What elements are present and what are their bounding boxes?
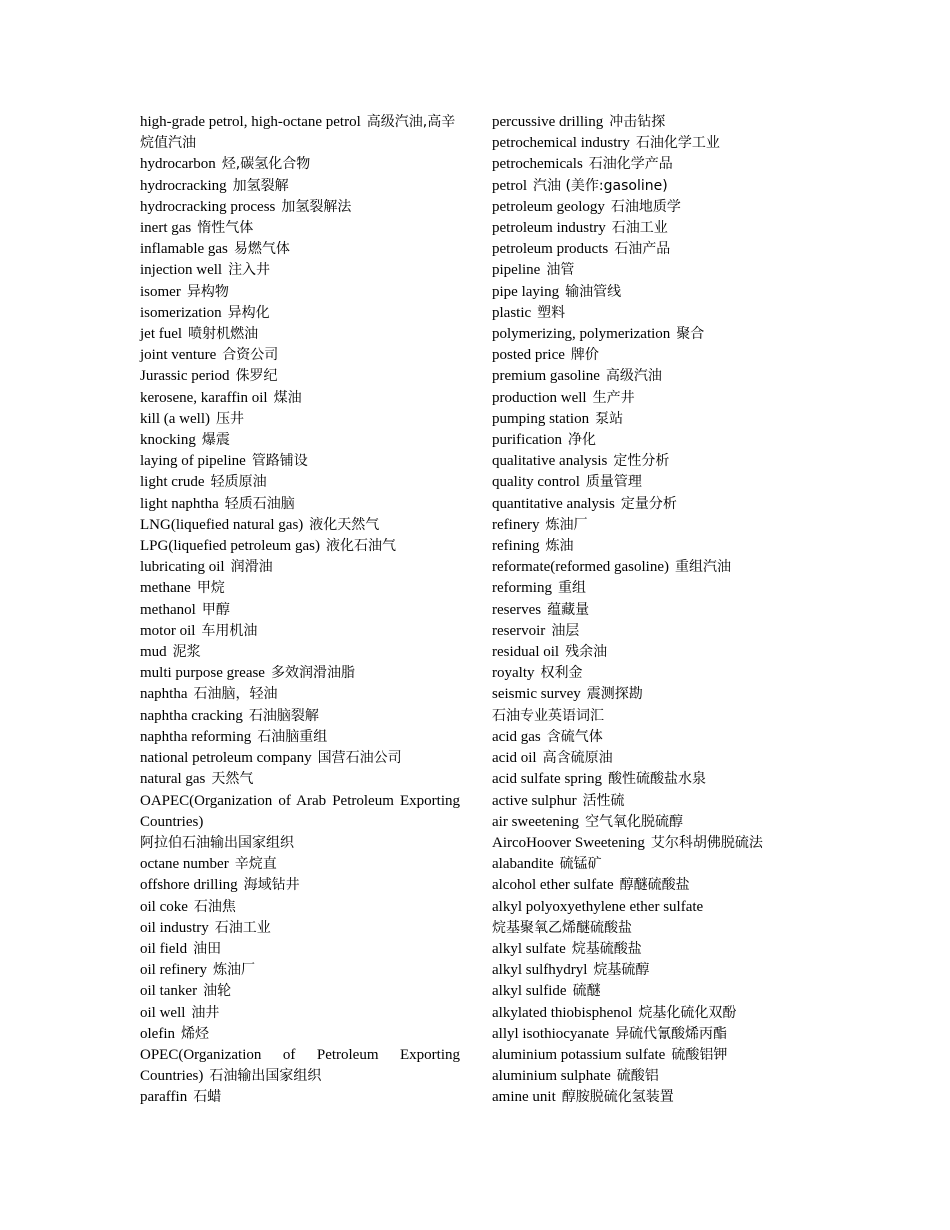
term-chinese: 烷基硫醇 (593, 962, 650, 979)
term-chinese: 异硫代氰酸烯丙酯 (615, 1025, 728, 1042)
term-english: petroleum products (492, 241, 609, 258)
glossary-entry (492, 260, 812, 281)
term-english: residual oil (492, 644, 560, 661)
glossary-entry (492, 409, 812, 430)
glossary-entry (140, 600, 460, 621)
term-english: isomer (140, 283, 181, 300)
term-chinese: 油管 (546, 262, 575, 279)
term-chinese: 烷基硫酸盐 (571, 940, 642, 957)
term-chinese: 炼油 (545, 538, 574, 555)
term-chinese: 石油化学工业 (635, 135, 720, 152)
glossary-entry (492, 154, 812, 175)
glossary-entry (140, 663, 460, 684)
term-english: offshore drilling (140, 877, 238, 894)
term-chinese: 喷射机燃油 (188, 326, 259, 343)
heading-text: 石油专业英语词汇 (492, 707, 604, 724)
term-chinese: 辛烷直 (234, 856, 277, 873)
term-chinese: 车用机油 (201, 622, 258, 639)
glossary-entry (140, 197, 460, 218)
glossary-entry (140, 684, 460, 705)
glossary-entry (492, 875, 812, 896)
term-english: naphtha cracking (140, 707, 243, 724)
term-chinese: 甲烷 (196, 580, 225, 597)
term-english: lubricating oil (140, 559, 225, 576)
term-english: alabandite (492, 856, 554, 873)
glossary-entry (492, 812, 812, 833)
term-chinese: 注入井 (228, 262, 271, 279)
term-chinese: 硫锰矿 (559, 856, 602, 873)
term-english: oil refinery (140, 962, 208, 979)
glossary-entry (492, 239, 812, 260)
term-english: Jurassic period (140, 368, 230, 385)
term-chinese: 石油工业 (214, 919, 271, 936)
term-chinese: 液化石油气 (325, 538, 396, 555)
term-english: injection well (140, 262, 223, 279)
term-english: petrol (492, 177, 527, 194)
term-english: percussive drilling (492, 114, 604, 130)
term-chinese: 轻质石油脑 (224, 495, 295, 512)
glossary-entry (492, 388, 812, 409)
glossary-entry (140, 451, 460, 472)
term-english: inflamable gas (140, 241, 228, 258)
glossary-entry (492, 197, 812, 218)
glossary-entry (492, 303, 812, 324)
term-chinese: 石油地质学 (610, 198, 681, 215)
glossary-entry (492, 854, 812, 875)
term-english: naphtha (140, 686, 188, 703)
term-chinese: 输油管线 (565, 283, 622, 300)
glossary-entry (140, 748, 460, 769)
term-english: inert gas (140, 220, 192, 237)
term-chinese: 易燃气体 (233, 241, 290, 258)
term-chinese: 石油化学产品 (588, 156, 673, 173)
term-english: petrochemical industry (492, 135, 630, 152)
glossary-entry (492, 981, 812, 1002)
term-english: reformate(reformed gasoline) (492, 559, 669, 576)
term-chinese: 高级汽油,高辛烷值汽油 (140, 114, 456, 152)
term-chinese: 高含硫原油 (542, 750, 613, 767)
glossary-entry (140, 472, 460, 493)
glossary-entry (140, 388, 460, 409)
glossary-entry (492, 833, 812, 854)
term-chinese: 侏罗纪 (235, 368, 278, 385)
term-english: petroleum geology (492, 198, 605, 215)
term-english: allyl isothiocyanate (492, 1025, 610, 1042)
term-english: aluminium sulphate (492, 1068, 611, 1085)
term-english: oil field (140, 940, 188, 957)
term-english: pipe laying (492, 283, 560, 300)
term-english: alkyl sulfhydryl (492, 962, 588, 979)
glossary-entry (140, 621, 460, 642)
glossary-entry (492, 282, 812, 303)
glossary-entry (492, 472, 812, 493)
term-english: oil well (140, 1004, 186, 1021)
term-english: LNG(liquefied natural gas) (140, 516, 304, 533)
glossary-entry (492, 684, 812, 705)
glossary-entry (492, 791, 812, 812)
term-chinese: 净化 (567, 432, 596, 449)
glossary-entry (492, 557, 812, 578)
glossary-entry (140, 1003, 460, 1024)
term-english: pumping station (492, 410, 590, 427)
term-chinese: 多效润滑油脂 (270, 665, 355, 682)
term-chinese: 油田 (193, 940, 222, 957)
glossary-entry (492, 578, 812, 599)
term-english: methanol (140, 601, 196, 618)
term-chinese: 轻质原油 (210, 474, 267, 491)
term-chinese: 石油脑，轻油 (193, 686, 278, 703)
term-english: alkyl sulfate (492, 940, 566, 957)
glossary-entry (492, 939, 812, 960)
glossary-entry (492, 1087, 812, 1108)
term-english: hydrocarbon (140, 156, 216, 173)
term-chinese: 聚合 (676, 326, 705, 343)
term-english: petrochemicals (492, 156, 583, 173)
term-english: light crude (140, 474, 205, 491)
glossary-entry (492, 663, 812, 684)
term-chinese: 管路铺设 (251, 453, 308, 470)
term-english: paraffin (140, 1089, 188, 1106)
term-chinese: 液化天然气 (309, 516, 380, 533)
glossary-entry (492, 960, 812, 981)
term-chinese: 爆震 (201, 432, 230, 449)
glossary-entry (140, 557, 460, 578)
term-chinese: 石蜡 (193, 1089, 222, 1106)
term-chinese: 含硫气体 (546, 728, 603, 745)
term-chinese: 活性硫 (582, 792, 625, 809)
term-english: acid sulfate spring (492, 771, 602, 788)
glossary-entry (140, 1024, 460, 1045)
term-chinese: 合资公司 (222, 347, 279, 364)
term-english: natural gas (140, 771, 206, 788)
term-english: alkyl sulfide (492, 983, 567, 1000)
glossary-column-left (140, 112, 460, 1109)
glossary-entry (492, 748, 812, 769)
term-english: oil industry (140, 919, 209, 936)
term-chinese: 定性分析 (613, 453, 670, 470)
term-english: seismic survey (492, 686, 581, 703)
term-chinese: 空气氧化脱硫醇 (585, 813, 684, 830)
term-chinese: 油井 (191, 1004, 220, 1021)
glossary-entry (140, 1045, 460, 1087)
term-english: refinery (492, 516, 540, 533)
term-chinese: 烯烃 (181, 1025, 209, 1042)
term-chinese: 煤油 (273, 389, 302, 406)
term-chinese: 定量分析 (620, 495, 677, 512)
glossary-entry (492, 345, 812, 366)
term-english: OAPEC(Organization of Arab Petroleum Exporting Countries) (140, 792, 460, 830)
glossary-entry (140, 218, 460, 239)
glossary-entry (140, 854, 460, 875)
term-english: hydrocracking (140, 177, 227, 194)
term-english: laying of pipeline (140, 453, 246, 470)
glossary-entry (492, 642, 812, 663)
term-chinese: 蕴藏量 (547, 601, 590, 618)
term-english: jet fuel (140, 326, 183, 343)
term-chinese: 加氢裂解 (232, 177, 289, 194)
term-english: alkylated thiobisphenol (492, 1004, 633, 1021)
glossary-entry (140, 981, 460, 1002)
glossary-entry (140, 409, 460, 430)
glossary-entry (492, 727, 812, 748)
glossary-entry (140, 366, 460, 387)
term-english: aluminium potassium sulfate (492, 1046, 666, 1063)
glossary-entry (140, 897, 460, 918)
term-chinese: 阿拉伯石油输出国家组织 (140, 834, 294, 851)
glossary-entry (140, 515, 460, 536)
term-chinese: 烃,碳氢化合物 (221, 156, 311, 173)
glossary-entry (492, 1066, 812, 1087)
term-chinese: 酸性硫酸盐水泉 (607, 771, 706, 788)
term-chinese: 甲醇 (201, 601, 230, 618)
term-english: reserves (492, 601, 542, 618)
term-chinese: 生产井 (592, 389, 635, 406)
term-chinese: 油层 (551, 622, 580, 639)
glossary-entry (140, 875, 460, 896)
term-english: royalty (492, 665, 535, 682)
term-chinese: 炼油厂 (213, 962, 256, 979)
term-chinese: 异构物 (186, 283, 229, 300)
term-english: production well (492, 389, 587, 406)
term-chinese: 震测探勘 (586, 686, 643, 703)
glossary-entry (140, 727, 460, 748)
term-english: active sulphur (492, 792, 577, 809)
term-chinese: 高级汽油 (605, 368, 662, 385)
term-english: alcohol ether sulfate (492, 877, 614, 894)
glossary-entry (140, 112, 460, 154)
term-english: polymerizing, polymerization (492, 326, 671, 343)
term-english: high-grade petrol, high-octane petrol (140, 114, 361, 130)
term-chinese: 海域钻井 (243, 877, 300, 894)
term-chinese: 质量管理 (585, 474, 642, 491)
term-english: premium gasoline (492, 368, 600, 385)
term-chinese: 石油工业 (611, 220, 668, 237)
term-chinese: 泥浆 (172, 644, 201, 661)
term-english: qualitative analysis (492, 453, 608, 470)
term-english: reservoir (492, 622, 546, 639)
term-chinese: 烷基聚氧乙烯醚硫酸盐 (492, 919, 632, 936)
term-english: OPEC(Organization of Petroleum Exporting Countries) (140, 1046, 460, 1085)
term-english: joint venture (140, 347, 217, 364)
glossary-entry (140, 769, 460, 790)
term-english: quantitative analysis (492, 495, 615, 512)
glossary-entry (140, 791, 460, 855)
term-chinese: 塑料 (537, 304, 566, 321)
glossary-entry (492, 176, 812, 197)
glossary-entry (492, 218, 812, 239)
glossary-entry (140, 960, 460, 981)
term-english: acid gas (492, 728, 541, 745)
glossary-entry (140, 430, 460, 451)
term-chinese: 泵站 (595, 410, 624, 427)
term-english: hydrocracking process (140, 198, 276, 215)
term-chinese: 牌价 (570, 347, 599, 364)
term-english: quality control (492, 474, 580, 491)
term-english: oil tanker (140, 983, 198, 1000)
glossary-entry (492, 1045, 812, 1066)
glossary-entry (492, 536, 812, 557)
term-chinese: 重组汽油 (675, 559, 731, 576)
glossary-entry (140, 939, 460, 960)
term-chinese: 硫酸铝 (616, 1068, 659, 1085)
term-english: alkyl polyoxyethylene ether sulfate (492, 898, 704, 915)
term-english: motor oil (140, 622, 196, 639)
section-heading (492, 706, 812, 727)
term-english: amine unit (492, 1089, 556, 1106)
term-chinese: 石油输出国家组织 (209, 1068, 322, 1085)
glossary-entry (492, 451, 812, 472)
glossary-entry (492, 769, 812, 790)
glossary-entry (492, 324, 812, 345)
term-english: reforming (492, 580, 552, 597)
term-chinese: 石油脑重组 (257, 728, 328, 745)
term-english: oil coke (140, 898, 188, 915)
term-english: pipeline (492, 262, 541, 279)
glossary-entry (492, 112, 812, 133)
term-chinese: 石油焦 (193, 898, 236, 915)
term-chinese: 加氢裂解法 (281, 198, 352, 215)
glossary-entry (492, 600, 812, 621)
term-english: refining (492, 538, 540, 555)
term-chinese: 油轮 (203, 983, 232, 1000)
term-english: national petroleum company (140, 750, 312, 767)
term-english: kerosene, karaffin oil (140, 389, 268, 406)
term-english: AircoHoover Sweetening (492, 834, 645, 851)
term-english: petroleum industry (492, 220, 606, 237)
term-english: naphtha reforming (140, 728, 252, 745)
term-chinese: 硫醚 (572, 983, 601, 1000)
glossary-entry (492, 1003, 812, 1024)
glossary-entry (140, 324, 460, 345)
term-english: octane number (140, 856, 229, 873)
glossary-entry (492, 430, 812, 451)
term-chinese: 石油脑裂解 (248, 707, 319, 724)
term-chinese: 醇醚硫酸盐 (619, 877, 690, 894)
glossary-entry (140, 706, 460, 727)
term-chinese: 硫酸铝钾 (671, 1046, 728, 1063)
glossary-entry (140, 282, 460, 303)
term-chinese: 异构化 (227, 304, 270, 321)
glossary-entry (140, 176, 460, 197)
term-chinese: 醇胺脱硫化氢装置 (561, 1089, 674, 1106)
glossary-entry (140, 154, 460, 175)
glossary-entry (492, 494, 812, 515)
term-chinese: 重组 (557, 580, 586, 597)
glossary-entry (140, 303, 460, 324)
term-english: knocking (140, 432, 196, 449)
term-chinese: 权利金 (540, 665, 583, 682)
term-chinese: 炼油厂 (545, 516, 588, 533)
term-chinese: 国营石油公司 (317, 750, 402, 767)
term-english: purification (492, 432, 562, 449)
term-english: light naphtha (140, 495, 219, 512)
term-chinese: 石油产品 (614, 241, 671, 258)
glossary-entry (492, 366, 812, 387)
glossary-entry (492, 621, 812, 642)
term-chinese: 冲击钻探 (609, 114, 666, 130)
term-english: multi purpose grease (140, 665, 265, 682)
term-english: methane (140, 580, 191, 597)
glossary-entry (140, 345, 460, 366)
glossary-entry (492, 133, 812, 154)
glossary-entry (140, 239, 460, 260)
glossary-entry (140, 918, 460, 939)
term-english: LPG(liquefied petroleum gas) (140, 538, 320, 555)
term-english: isomerization (140, 304, 222, 321)
glossary-entry (492, 897, 812, 939)
glossary-entry (140, 536, 460, 557)
term-english: acid oil (492, 750, 537, 767)
term-chinese: 天然气 (211, 771, 254, 788)
term-chinese: 润滑油 (230, 559, 273, 576)
glossary-entry (140, 494, 460, 515)
term-chinese: 残余油 (565, 644, 608, 661)
glossary-entry (140, 578, 460, 599)
term-english: air sweetening (492, 813, 580, 830)
term-chinese: 烷基化硫化双酚 (638, 1004, 737, 1021)
term-chinese: 压井 (215, 410, 244, 427)
glossary-entry (140, 642, 460, 663)
term-english: posted price (492, 347, 565, 364)
term-chinese: 惰性气体 (197, 220, 254, 237)
term-chinese: 汽油 (美作:gasoline) (533, 177, 668, 194)
term-english: mud (140, 644, 167, 661)
term-english: olefin (140, 1025, 175, 1042)
glossary-entry (492, 1024, 812, 1045)
term-english: kill (a well) (140, 410, 210, 427)
term-chinese: 艾尔科胡佛脱硫法 (650, 834, 763, 851)
term-english: plastic (492, 304, 532, 321)
glossary-entry (140, 260, 460, 281)
glossary-entry (140, 1087, 460, 1108)
glossary-entry (492, 515, 812, 536)
glossary-column-right (492, 112, 812, 1109)
